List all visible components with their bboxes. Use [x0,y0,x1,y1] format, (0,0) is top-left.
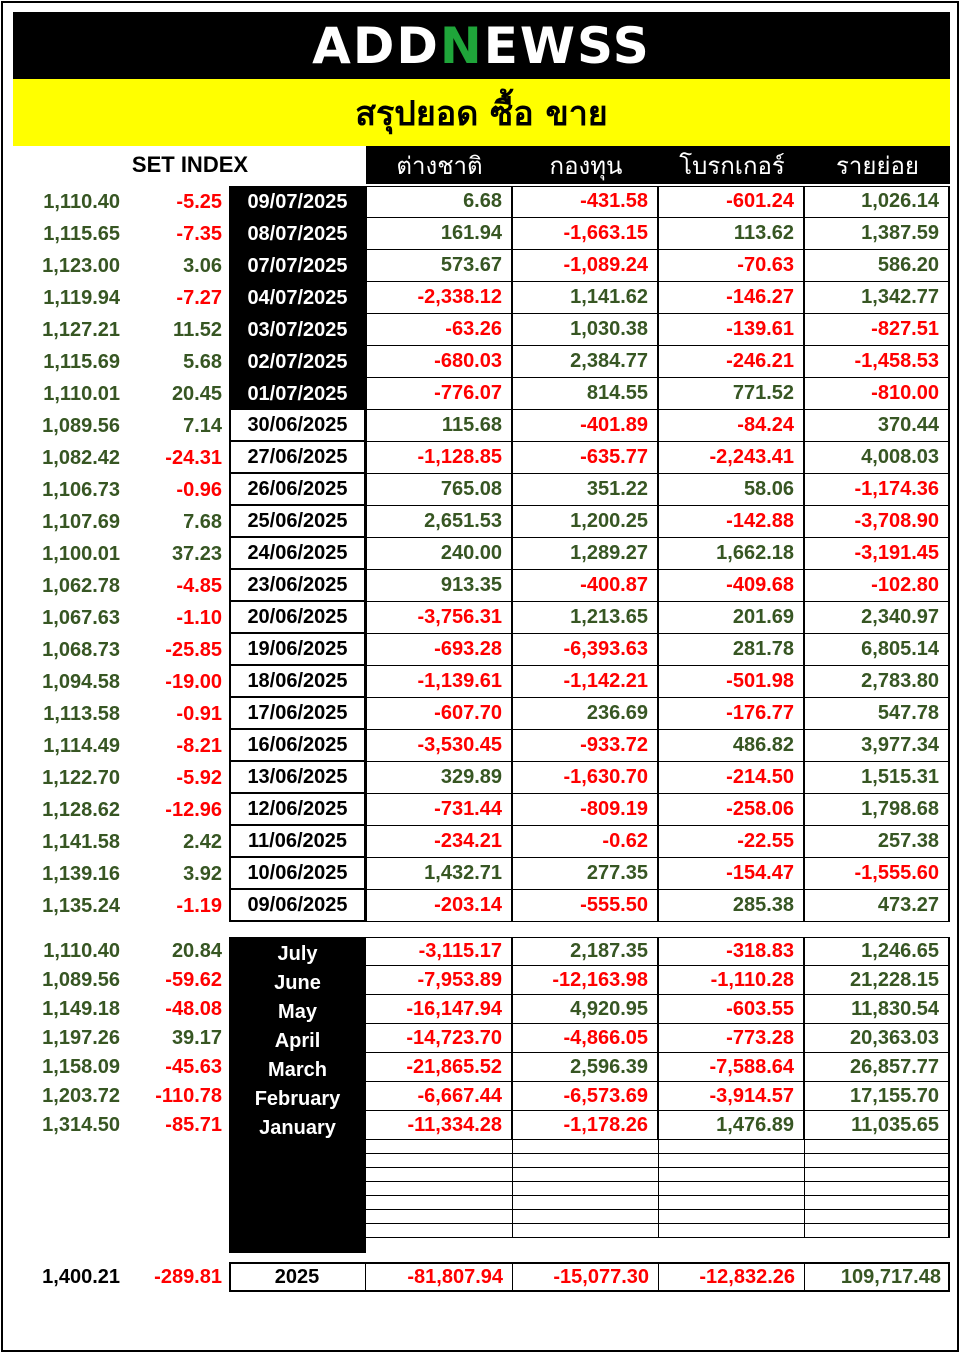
set-index-value: 1,068.73 [42,638,120,661]
retail-net: 473.27 [805,890,950,922]
retail-net: 20,363.03 [805,1024,950,1053]
index-change: -48.08 [165,998,222,1020]
retail-net: 6,805.14 [805,634,950,666]
foreign-net: 913.35 [366,570,513,602]
foreign-net: -3,530.45 [366,730,513,762]
retail-net: 2,783.80 [805,666,950,698]
foreign-net: 1,432.71 [366,858,513,890]
index-change: -0.96 [176,478,222,501]
grid-top-border [366,937,950,938]
index-change: -45.63 [165,1056,222,1078]
retail-net: 2,340.97 [805,602,950,634]
set-index-value: 1,110.40 [43,940,120,962]
index-change: 3.06 [183,254,222,277]
trade-date: 04/07/2025 [229,282,366,314]
retail-net: -1,555.60 [805,858,950,890]
retail-net: -827.51 [805,314,950,346]
broker-net: 281.78 [659,634,805,666]
foreign-net: -203.14 [366,890,513,922]
fund-net: 1,213.65 [513,602,659,634]
index-change: 5.68 [183,350,222,373]
foreign-net: -680.03 [366,346,513,378]
foreign-net: 573.67 [366,250,513,282]
broker-net: 113.62 [659,218,805,250]
broker-net: -22.55 [659,826,805,858]
retail-net: 4,008.03 [805,442,950,474]
fund-net: 2,187.35 [513,937,659,966]
trade-date: 25/06/2025 [229,506,366,538]
fund-net: -6,573.69 [513,1082,659,1111]
index-change: 20.84 [171,940,222,962]
broker-net: -318.83 [659,937,805,966]
set-index-value: 1,119.94 [43,286,120,309]
foreign-net: -776.07 [366,378,513,410]
empty-row [366,1140,950,1154]
set-index-value: 1,067.63 [42,606,120,629]
total-foreign: -81,807.94 [366,1262,513,1292]
trade-date: 16/06/2025 [229,730,366,762]
set-index-value: 1,128.62 [42,798,120,821]
set-index-value: 1,089.56 [42,414,120,437]
set-index-value: 1,114.49 [43,734,120,757]
fund-net: 1,141.62 [513,282,659,314]
broker-net: -139.61 [659,314,805,346]
grid-top-border [366,186,950,187]
index-change: 2.42 [183,830,222,853]
index-change: -8.21 [176,734,222,757]
fund-net: -555.50 [513,890,659,922]
retail-net: 1,342.77 [805,282,950,314]
retail-net: 257.38 [805,826,950,858]
fund-net: -401.89 [513,410,659,442]
foreign-net: -16,147.94 [366,995,513,1024]
set-index-value: 1,100.01 [42,542,120,565]
index-change: 11.52 [173,318,222,341]
broker-net: 486.82 [659,730,805,762]
foreign-net: -731.44 [366,794,513,826]
broker-net: 1,662.18 [659,538,805,570]
set-index-value: 1,113.58 [43,702,120,725]
retail-net: 1,515.31 [805,762,950,794]
month-label: June [274,972,321,994]
trade-date: 08/07/2025 [229,218,366,250]
set-index-value: 1,158.09 [42,1056,120,1078]
fund-net: -809.19 [513,794,659,826]
retail-net: 3,977.34 [805,730,950,762]
retail-net: 1,798.68 [805,794,950,826]
index-change: -110.78 [155,1085,222,1107]
retail-net: 1,387.59 [805,218,950,250]
broker-net: -214.50 [659,762,805,794]
total-broker: -12,832.26 [659,1262,805,1292]
trade-date: 20/06/2025 [229,602,366,634]
broker-net: -84.24 [659,410,805,442]
set-index-value: 1,197.26 [42,1027,120,1049]
total-year: 2025 [229,1262,366,1292]
trade-date: 13/06/2025 [229,762,366,794]
index-change: 7.14 [183,414,222,437]
empty-row [366,1154,950,1168]
trade-date: 24/06/2025 [229,538,366,570]
index-change: -1.10 [176,606,222,629]
index-change: -5.92 [176,766,222,789]
foreign-net: 2,651.53 [366,506,513,538]
trade-date: 26/06/2025 [229,474,366,506]
broker-net: 771.52 [659,378,805,410]
retail-net: -810.00 [805,378,950,410]
fund-net: 1,200.25 [513,506,659,538]
broker-net: -2,243.41 [659,442,805,474]
set-index-value: 1,089.56 [42,969,120,991]
retail-net: 1,246.65 [805,937,950,966]
empty-row [366,1168,950,1182]
foreign-net: 6.68 [366,186,513,218]
fund-net: -933.72 [513,730,659,762]
foreign-net: -693.28 [366,634,513,666]
broker-net: -501.98 [659,666,805,698]
index-change: 39.17 [171,1027,222,1049]
trade-date: 23/06/2025 [229,570,366,602]
trade-date: 01/07/2025 [229,378,366,410]
broker-net: -603.55 [659,995,805,1024]
retail-net: 547.78 [805,698,950,730]
foreign-net: -7,953.89 [366,966,513,995]
index-change: -4.85 [176,574,222,597]
empty-row [366,1210,950,1224]
broker-net: -142.88 [659,506,805,538]
retail-net: 586.20 [805,250,950,282]
set-index-value: 1,141.58 [42,830,120,853]
header-fund: กองทุน [513,146,659,184]
broker-net: -246.21 [659,346,805,378]
fund-net: -6,393.63 [513,634,659,666]
retail-net: 21,228.15 [805,966,950,995]
set-index-value: 1,127.21 [42,318,120,341]
retail-net: -3,708.90 [805,506,950,538]
trade-date: 03/07/2025 [229,314,366,346]
total-index: 1,400.21 [42,1265,120,1288]
trade-date: 12/06/2025 [229,794,366,826]
fund-net: -4,866.05 [513,1024,659,1053]
foreign-net: -1,139.61 [366,666,513,698]
foreign-net: 240.00 [366,538,513,570]
grid-left-border [366,186,367,922]
index-change: 7.68 [183,510,222,533]
broker-net: -409.68 [659,570,805,602]
brand-banner [13,12,950,79]
trade-date: 02/07/2025 [229,346,366,378]
fund-net: -1,630.70 [513,762,659,794]
fund-net: 1,289.27 [513,538,659,570]
retail-net: 1,026.14 [805,186,950,218]
set-index-value: 1,139.16 [42,862,120,885]
fund-net: -431.58 [513,186,659,218]
set-index-value: 1,094.58 [42,670,120,693]
logo: ADDNEWSS [312,16,651,75]
broker-net: -176.77 [659,698,805,730]
total-fund: -15,077.30 [513,1262,659,1292]
retail-net: -1,458.53 [805,346,950,378]
fund-net: 4,920.95 [513,995,659,1024]
index-change: -12.96 [165,798,222,821]
total-retail: 109,717.48 [840,1265,941,1288]
set-index-value: 1,314.50 [42,1114,120,1136]
trade-date: 18/06/2025 [229,666,366,698]
foreign-net: 765.08 [366,474,513,506]
fund-net: 1,030.38 [513,314,659,346]
month-label: March [268,1059,327,1081]
index-change: -0.91 [176,702,222,725]
set-index-value: 1,135.24 [42,894,120,917]
broker-net: -773.28 [659,1024,805,1053]
set-index-header: SET INDEX [131,152,249,177]
fund-net: 351.22 [513,474,659,506]
index-change: 3.92 [183,862,222,885]
fund-net: -1,178.26 [513,1111,659,1140]
fund-net: -1,142.21 [513,666,659,698]
header-foreign: ต่างชาติ [366,146,513,184]
foreign-net: 329.89 [366,762,513,794]
broker-net: -1,110.28 [659,966,805,995]
retail-net: -102.80 [805,570,950,602]
set-index-value: 1,115.65 [43,222,120,245]
index-change: -24.31 [165,446,222,469]
retail-net: 26,857.77 [805,1053,950,1082]
index-change: 20.45 [171,382,222,405]
page-title: สรุปยอด ซื้อ ขาย [13,79,950,146]
retail-net: -3,191.45 [805,538,950,570]
fund-net: 277.35 [513,858,659,890]
trade-date: 30/06/2025 [229,410,366,442]
retail-net: -1,174.36 [805,474,950,506]
broker-net: -3,914.57 [659,1082,805,1111]
fund-net: -1,663.15 [513,218,659,250]
set-index-value: 1,062.78 [42,574,120,597]
foreign-net: -2,338.12 [366,282,513,314]
trade-date: 17/06/2025 [229,698,366,730]
set-index-value: 1,107.69 [42,510,120,533]
trade-date: 09/07/2025 [229,186,366,218]
index-change: -7.27 [176,286,222,309]
index-change: -59.62 [165,969,222,991]
fund-net: -635.77 [513,442,659,474]
foreign-net: 161.94 [366,218,513,250]
foreign-net: -63.26 [366,314,513,346]
fund-net: -12,163.98 [513,966,659,995]
trade-date: 19/06/2025 [229,634,366,666]
index-change: 37.23 [171,542,222,565]
foreign-net: -607.70 [366,698,513,730]
broker-net: -154.47 [659,858,805,890]
fund-net: 2,384.77 [513,346,659,378]
index-change: -1.19 [176,894,222,917]
trade-date: 11/06/2025 [229,826,366,858]
set-index-value: 1,149.18 [42,998,120,1020]
broker-net: 1,476.89 [659,1111,805,1140]
broker-net: -258.06 [659,794,805,826]
foreign-net: -14,723.70 [366,1024,513,1053]
set-index-value: 1,106.73 [42,478,120,501]
index-change: -5.25 [176,190,222,213]
broker-net: -601.24 [659,186,805,218]
index-change: -7.35 [176,222,222,245]
broker-net: 285.38 [659,890,805,922]
broker-net: -70.63 [659,250,805,282]
retail-net: 11,830.54 [805,995,950,1024]
foreign-net: -6,667.44 [366,1082,513,1111]
month-label: February [254,1088,341,1110]
trade-date: 10/06/2025 [229,858,366,890]
retail-net: 17,155.70 [805,1082,950,1111]
month-label: April [274,1030,321,1052]
broker-net: -146.27 [659,282,805,314]
index-change: -19.00 [165,670,222,693]
month-label: July [277,943,318,965]
set-index-value: 1,122.70 [42,766,120,789]
foreign-net: 115.68 [366,410,513,442]
empty-row [366,1196,950,1210]
fund-net: 814.55 [513,378,659,410]
retail-net: 370.44 [805,410,950,442]
trade-date: 07/07/2025 [229,250,366,282]
set-index-value: 1,110.01 [43,382,120,405]
empty-row [366,1224,950,1238]
foreign-net: -1,128.85 [366,442,513,474]
foreign-net: -21,865.52 [366,1053,513,1082]
set-index-value: 1,123.00 [42,254,120,277]
broker-net: 58.06 [659,474,805,506]
broker-net: 201.69 [659,602,805,634]
header-retail: รายย่อย [805,146,950,184]
empty-row [366,1182,950,1196]
set-index-value: 1,203.72 [42,1085,120,1107]
index-change: -25.85 [165,638,222,661]
fund-net: 2,596.39 [513,1053,659,1082]
foreign-net: -3,756.31 [366,602,513,634]
set-index-value: 1,110.40 [43,190,120,213]
foreign-net: -3,115.17 [366,937,513,966]
retail-net: 11,035.65 [805,1111,950,1140]
foreign-net: -234.21 [366,826,513,858]
index-change: -85.71 [165,1114,222,1136]
month-label: May [278,1001,317,1023]
fund-net: -400.87 [513,570,659,602]
total-change: -289.81 [154,1265,222,1288]
fund-net: 236.69 [513,698,659,730]
month-label: January [259,1117,336,1139]
broker-net: -7,588.64 [659,1053,805,1082]
foreign-net: -11,334.28 [366,1111,513,1140]
header-broker: โบรกเกอร์ [659,146,805,184]
trade-date: 27/06/2025 [229,442,366,474]
set-index-value: 1,082.42 [42,446,120,469]
fund-net: -1,089.24 [513,250,659,282]
set-index-value: 1,115.69 [43,350,120,373]
fund-net: -0.62 [513,826,659,858]
trade-date: 09/06/2025 [229,890,366,922]
